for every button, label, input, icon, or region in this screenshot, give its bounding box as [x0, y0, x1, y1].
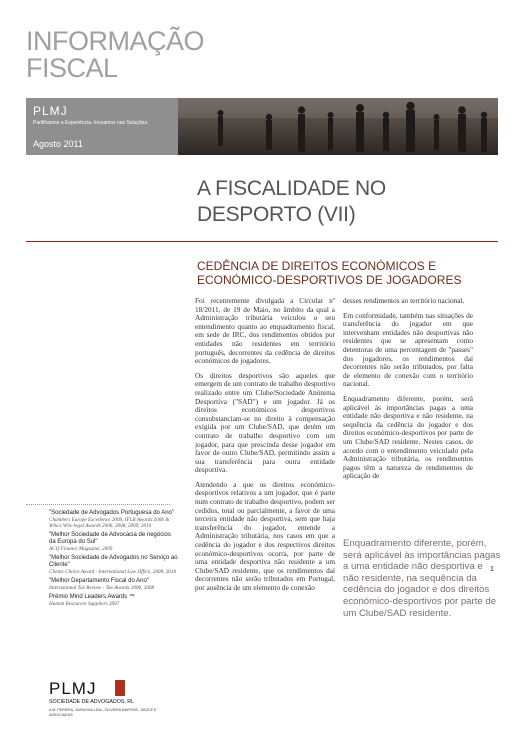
page-number: 1 [490, 566, 494, 573]
award-detail: International Tax Review - Tax Awards 2006, 2008 [49, 585, 155, 591]
logo-mark [49, 679, 169, 697]
award-item [49, 510, 179, 529]
award-detail: Human Resources Suppliers 2007 [49, 601, 120, 607]
body-paragraph: desses rendimentos ao território nacional. [343, 296, 465, 305]
doc-type-line2: FISCAL [26, 53, 118, 83]
crowd-photo [178, 98, 498, 155]
logo-partners: A.M. PEREIRA, SÁRAGGA LEAL, OLIVEIRA MARTINS, JÚDICE E ASSOCIADOS [49, 708, 157, 717]
body-paragraph: Os direitos desportivos são aqueles que emergem de um contrato de trabalho desportivo realizado entre um Clube/Sociedade Anónima Desportiva ("SAD") e um jogador. Já os direitos económicos desportivos consubstanciam-se no direito à compensação exigida por um Clube/SAD, que detém um contrato de trabalho desportivo com um jogador, para que prescinda desse jogador em favor de outro Clube/SAD, permitindo assim a sua transferência para outra entidade desportiva. [195, 370, 335, 475]
award-item [49, 594, 179, 607]
award-item [49, 578, 179, 591]
title-line1: A FISCALIDADE NO [197, 177, 386, 200]
title-line2: DESPORTO (VII) [197, 203, 356, 226]
brand-banner [26, 98, 498, 155]
body-paragraph: Atendendo a que os direitos económico-desportivos relativos a um jogador, que é parte num contrato de trabalho desportivo, podem ser cedidos, total ou parcialmente, a favor de uma terceira entidade não desportiva, sem que haja transferência do jogador, entende a Administração tributária, nos casos em que a cedência do jogador e dos respectivos direitos económico-desportivos ocorra, por parte de uma entidade desportiva não residente a um Clube/SAD residente, que os rendimentos daí decorrentes não serão tributados em Portugal, por ausência de um elemento de conexão [195, 479, 335, 592]
issue-date: Agosto 2011 [33, 139, 83, 149]
firm-logo [49, 679, 169, 718]
subtitle-line1: CEDÊNCIA DE DIREITOS ECONÓMICOS E [197, 259, 437, 273]
awards-divider [26, 504, 170, 505]
award-title: "Melhor Sociedade de Advogados no Serviço ao Cliente" [49, 555, 178, 568]
body-paragraph: Foi recentemente divulgada a Circular nº 18/2011, de 19 de Maio, no âmbito da qual a Administração tributária veiculou o seu entendimento quanto ao enquadramento fiscal, em sede de IRC, dos rendimentos obtidos por entidades não residentes em território português, decorrentes da cedência de direitos económicos de jogadores. [195, 296, 335, 366]
award-detail: ACQ Finance Magazine, 2009 [49, 546, 113, 552]
brand-panel [26, 98, 178, 155]
award-title: "Melhor Sociedade de Advocacia de negócios da Europa do Sul" [49, 532, 171, 545]
award-title: "Sociedade de Advogados Portuguesa do Ano" [49, 510, 175, 516]
article-subtitle [197, 259, 497, 287]
body-paragraph: Enquadramento diferente, porém, será aplicável às importâncias pagas a uma entidade não desportiva e não residente, na sequência da cedência do jogador e dos direitos económico-desportivos por parte de um Clube/SAD residente. Nestes casos, de acordo com o entendimento veiculado pela Administração tributária, os rendimentos pagos têm a natureza de rendimentos de aplicação de [343, 393, 473, 481]
document-type-heading [26, 28, 226, 82]
brand-tagline: Partilhamos a Experiência. Inovamos nas Soluções. [33, 120, 149, 126]
award-item [49, 532, 179, 552]
award-title: "Melhor Departamento Fiscal do Ano" [49, 578, 149, 584]
body-column-left [195, 297, 335, 599]
awards-list [49, 510, 179, 610]
title-divider [26, 241, 498, 242]
logo-name: PLMJ [49, 679, 97, 698]
award-detail: Chambers Europe Excellence 2009, IFLR Awards 2006 & Who's Who legal Awards 2006, 2008, 2009, 2010 [49, 517, 170, 529]
crowd-silhouettes [178, 98, 498, 155]
logo-red-block [115, 680, 125, 696]
logo-subtitle: SOCIEDADE DE ADVOGADOS, RL [49, 699, 135, 705]
doc-type-line1: INFORMAÇÃO [26, 26, 205, 56]
pull-quote: Enquadramento diferente, porém, será aplicável às importâncias pagas a uma entidade não desportiva e não residente, na sequência da cedência do jogador e dos direitos económico-desportivos por parte de um Clube/SAD residente. [343, 538, 501, 619]
subtitle-line2: ECONÓMICO-DESPORTIVOS DE JOGADORES [197, 273, 462, 287]
body-column-right [343, 297, 473, 487]
brand-name: PLMJ [33, 104, 68, 118]
award-detail: Clients Choice Award - International Law Office, 2008, 2010 [49, 569, 177, 575]
award-item [49, 555, 179, 575]
award-title: Prémio Mind Leaders Awards ™ [49, 594, 135, 600]
body-paragraph: Em conformidade, também nas situações de transferência do jogador em que intervenham entidades não desportivas não residentes que se apresentam como detentoras de uma percentagem de "passes" dos jogadores, os rendimentos daí decorrentes não serão tributados, por falta de elemento de conexão com o território nacional. [343, 310, 473, 389]
article-title [197, 176, 497, 228]
